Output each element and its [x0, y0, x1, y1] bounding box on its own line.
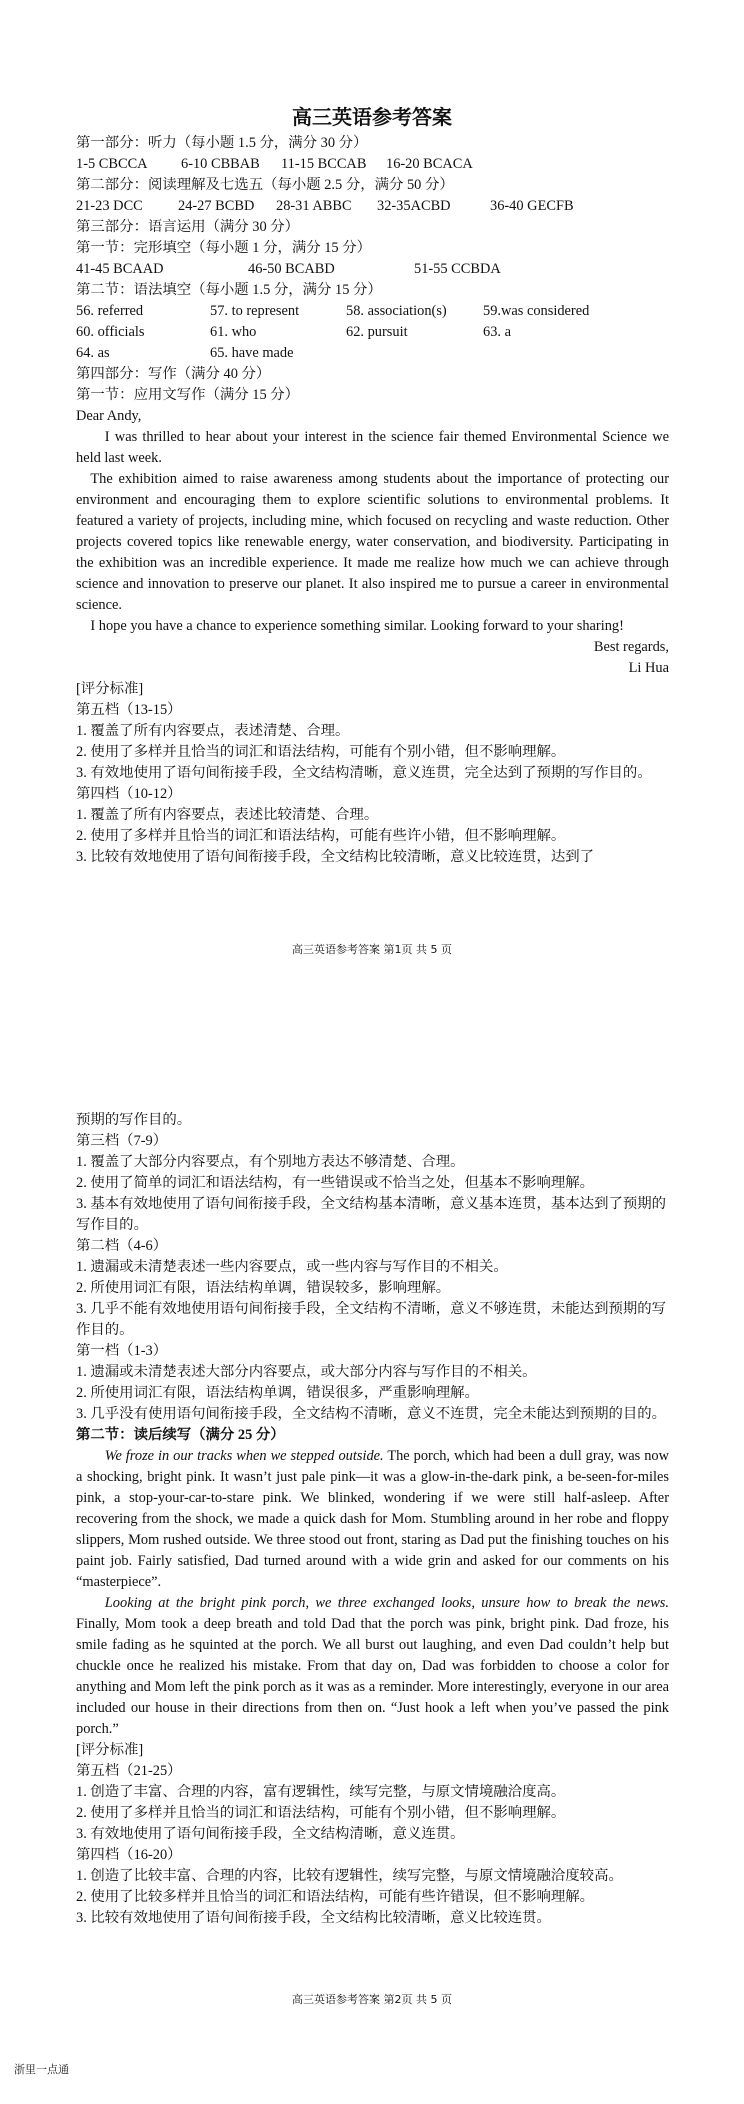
section2-grammar-heading: 第二节：语法填空（每小题 1.5 分，满分 15 分） — [76, 282, 382, 298]
answer-group: 32-35ACBD — [377, 198, 451, 214]
criteria-heading: [评分标准] — [76, 1742, 144, 1758]
letter-greeting: Dear Andy, — [76, 408, 142, 424]
criterion-item: 1. 覆盖了大部分内容要点，有个别地方表达不够清楚、合理。 — [76, 1154, 465, 1170]
answer-group: 51-55 CCBDA — [414, 261, 501, 277]
criterion-item: 2. 使用了多样并且恰当的词汇和语法结构，可能有个别小错，但不影响理解。 — [76, 1805, 566, 1821]
part2-heading: 第二部分：阅读理解及七选五（每小题 2.5 分，满分 50 分） — [76, 177, 454, 193]
part4-heading: 第四部分：写作（满分 40 分） — [76, 366, 271, 382]
answer-group: 16-20 BCACA — [386, 156, 473, 172]
letter-paragraph-2: The exhibition aimed to raise awareness among students about the importance of protecting our environment and encouraging them to explore scientific solutions to environmental problems. It featured a variety of projects, including mine, which focused on recycling and waste reduction. Other projects covered topics like renewable energy, water conservation, and biodiversity. Participating in the exhibition was an incredible experience. It made me realize how much we can achieve through science and innovation to preserve our planet. It also inspired me to pursue a career in environmental science. — [76, 471, 669, 613]
criterion-item: 1. 覆盖了所有内容要点，表述比较清楚、合理。 — [76, 807, 379, 823]
answer-group: 6-10 CBBAB — [181, 156, 260, 172]
grammar-answer: 58. association(s) — [346, 303, 447, 319]
grammar-answer: 63. a — [483, 324, 511, 340]
source-watermark: 浙里一点通 — [14, 2063, 69, 2076]
answers-41-55 — [76, 259, 669, 280]
story-paragraph-1-opening: We froze in our tracks when we stepped outside. — [104, 1448, 384, 1464]
answer-group: 36-40 GECFB — [490, 198, 574, 214]
answer-group: 21-23 DCC — [76, 198, 143, 214]
criterion-item: 2. 使用了多样并且恰当的词汇和语法结构，可能有个别小错，但不影响理解。 — [76, 744, 566, 760]
story-paragraph-2-opening: Looking at the bright pink porch, we three exchanged looks, unsure how to break the news. — [104, 1595, 669, 1611]
answer-group: 24-27 BCBD — [178, 198, 255, 214]
criterion-item: 3. 有效地使用了语句间衔接手段，全文结构清晰，意义连贯，完全达到了预期的写作目的。 — [76, 765, 652, 781]
grammar-answers-row-2 — [76, 322, 669, 343]
answer-group: 41-45 BCAAD — [76, 261, 164, 277]
grammar-answer: 64. as — [76, 345, 110, 361]
grade-band-5: 第五档（13-15） — [76, 702, 182, 718]
grade-band-1: 第一档（1-3） — [76, 1343, 168, 1359]
page-1 — [0, 0, 744, 1010]
grammar-answers-row-3 — [76, 343, 669, 364]
page-2 — [0, 1095, 744, 2104]
page-1-content — [76, 133, 669, 868]
grade-band-4: 第四档（16-20） — [76, 1847, 182, 1863]
criterion-item: 3. 几乎不能有效地使用语句间衔接手段，全文结构不清晰，意义不够连贯，未能达到预期的写作目的。 — [76, 1301, 667, 1338]
page-2-content — [76, 1110, 669, 1929]
criterion-item: 2. 所使用词汇有限，语法结构单调，错误较多，影响理解。 — [76, 1280, 451, 1296]
grammar-answer: 60. officials — [76, 324, 145, 340]
grammar-answer: 56. referred — [76, 303, 144, 319]
story-paragraph-1 — [76, 1446, 669, 1593]
criterion-item: 1. 遗漏或未清楚表述一些内容要点，或一些内容与写作目的不相关。 — [76, 1259, 508, 1275]
criterion-item: 1. 创造了丰富、合理的内容，富有逻辑性，续写完整，与原文情境融洽度高。 — [76, 1784, 566, 1800]
letter-paragraph-3: I hope you have a chance to experience something similar. Looking forward to your sharing! — [90, 618, 624, 634]
grammar-answer: 57. to represent — [210, 303, 300, 319]
criterion-item: 1. 创造了比较丰富、合理的内容，比较有逻辑性，续写完整，与原文情境融洽度较高。 — [76, 1868, 623, 1884]
grammar-answer: 65. have made — [210, 345, 294, 361]
criteria-heading: [评分标准] — [76, 681, 144, 697]
letter-closing: Best regards, — [593, 639, 669, 655]
section1-writing-heading: 第一节：应用文写作（满分 15 分） — [76, 387, 300, 403]
answer-group: 46-50 BCABD — [248, 261, 335, 277]
story-paragraph-2 — [76, 1593, 669, 1740]
criterion-item: 3. 比较有效地使用了语句间衔接手段，全文结构比较清晰，意义比较连贯，达到了 — [76, 849, 595, 865]
criterion-item: 2. 所使用词汇有限，语法结构单调，错误很多，严重影响理解。 — [76, 1385, 479, 1401]
criterion-item: 2. 使用了简单的词汇和语法结构，有一些错误或不恰当之处，但基本不影响理解。 — [76, 1175, 595, 1191]
grammar-answer: 61. who — [210, 324, 257, 340]
criterion-item: 2. 使用了多样并且恰当的词汇和语法结构，可能有些许小错，但不影响理解。 — [76, 828, 566, 844]
continued-text: 预期的写作目的。 — [76, 1112, 192, 1128]
criterion-item: 2. 使用了比较多样并且恰当的词汇和语法结构，可能有些许错误，但不影响理解。 — [76, 1889, 595, 1905]
page-footer: 高三英语参考答案 第1页 共 5 页 — [292, 943, 452, 956]
answer-group: 1-5 CBCCA — [76, 156, 148, 172]
grammar-answer: 59.was considered — [483, 303, 590, 319]
page-footer: 高三英语参考答案 第2页 共 5 页 — [292, 1993, 452, 2006]
grade-band-4: 第四档（10-12） — [76, 786, 182, 802]
letter-signature: Li Hua — [628, 660, 669, 676]
answers-1-20 — [76, 154, 669, 175]
answer-group: 11-15 BCCAB — [281, 156, 367, 172]
grade-band-3: 第三档（7-9） — [76, 1133, 168, 1149]
answer-group: 28-31 ABBC — [276, 198, 352, 214]
criterion-item: 1. 覆盖了所有内容要点，表述清楚、合理。 — [76, 723, 350, 739]
part3-heading: 第三部分：语言运用（满分 30 分） — [76, 219, 300, 235]
criterion-item: 3. 基本有效地使用了语句间衔接手段，全文结构基本清晰，意义基本连贯，基本达到了预期的写作目的。 — [76, 1196, 667, 1233]
grade-band-2: 第二档（4-6） — [76, 1238, 168, 1254]
criterion-item: 1. 遗漏或未清楚表述大部分内容要点，或大部分内容与写作目的不相关。 — [76, 1364, 537, 1380]
section1-cloze-heading: 第一节：完形填空（每小题 1 分，满分 15 分） — [76, 240, 372, 256]
criterion-item: 3. 几乎没有使用语句间衔接手段，全文结构不清晰，意义不连贯，完全未能达到预期的目的。 — [76, 1406, 667, 1422]
grammar-answer: 62. pursuit — [346, 324, 408, 340]
grammar-answers-row-1 — [76, 301, 669, 322]
story-paragraph-1-body: The porch, which had been a dull gray, was now a shocking, bright pink. It wasn’t just pale pink—it was a glow-in-the-dark pink, a be-seen-for-miles pink, a stop-your-car-to-stare pink. We blinked, wondering if we were still half-asleep. After recovering from the shock, we made a quick dash for Mom. Stumbling around in her robe and floppy slippers, Mom rushed outside. We three stood out front, staring as Dad put the finishing touches on his paint job. Fairly satisfied, Dad turned around with a wide grin and asked for our comments on his “masterpiece”. — [76, 1448, 669, 1590]
grade-band-5: 第五档（21-25） — [76, 1763, 182, 1779]
part1-heading: 第一部分：听力（每小题 1.5 分，满分 30 分） — [76, 135, 368, 151]
letter-paragraph-1: I was thrilled to hear about your interest in the science fair themed Environmental Science we held last week. — [76, 429, 669, 466]
document-title: 高三英语参考答案 — [292, 105, 452, 129]
criterion-item: 3. 比较有效地使用了语句间衔接手段，全文结构比较清晰，意义比较连贯。 — [76, 1910, 551, 1926]
story-paragraph-2-body: Finally, Mom took a deep breath and told Dad that the porch was pink, bright pink. Dad froze, his smile fading as he squinted at the porch. We all burst out laughing, and even Dad couldn’t help but chuckle once he realized his mistake. From that day on, Dad was forbidden to choose a color for anything and Mom left the pink porch as it was as a reminder. More interestingly, everyone in our area included our house in their directions from then on. “Just hook a left when you’ve passed the pink porch.” — [76, 1616, 669, 1737]
section2-continuation-heading: 第二节：读后续写（满分 25 分） — [76, 1427, 285, 1443]
criterion-item: 3. 有效地使用了语句间衔接手段，全文结构清晰，意义连贯。 — [76, 1826, 465, 1842]
answers-21-40 — [76, 196, 669, 217]
